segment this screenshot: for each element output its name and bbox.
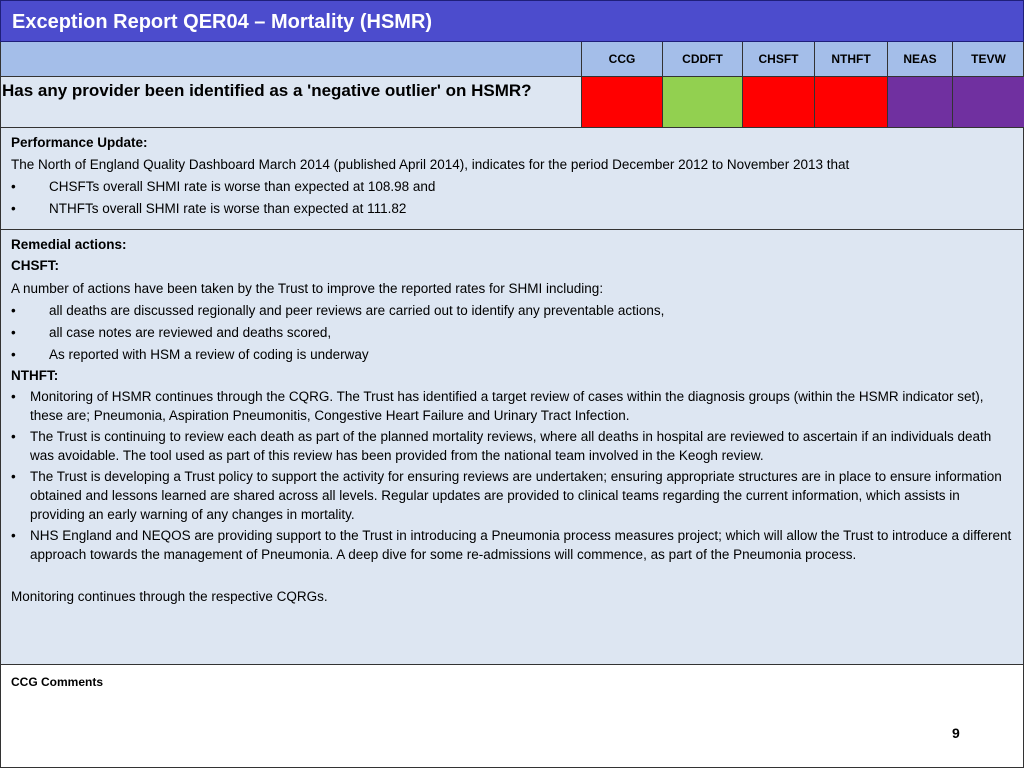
provider-header-row xyxy=(0,42,1024,77)
ccg-comments-section xyxy=(0,665,1024,768)
bullet-marker: • xyxy=(11,201,16,216)
bullet-marker: • xyxy=(11,389,16,404)
remedial-heading: Remedial actions: xyxy=(11,237,127,252)
bullet-marker: • xyxy=(11,469,16,484)
performance-intro: The North of England Quality Dashboard March 2014 (published April 2014), indicates for the period December 2012 to November 2013 that xyxy=(11,157,850,172)
column-header-cddft: CDDFT xyxy=(662,42,742,76)
status-cell-ccg xyxy=(581,77,662,127)
list-item xyxy=(11,345,1013,364)
nthft-bullet-text: The Trust is continuing to review each death as part of the planned mortality reviews, where all deaths in hospital are reviewed to ascertain if an individuals death was avoidable. The tool used as part of this review has been provided from the national team involved in the Keogh review. xyxy=(30,429,992,463)
performance-heading: Performance Update: xyxy=(11,135,148,150)
nthft-heading: NTHFT: xyxy=(11,368,59,383)
status-cell-chsft xyxy=(742,77,814,127)
nthft-bullet-text: NHS England and NEQOS are providing support to the Trust in introducing a Pneumonia process measures project; which will allow the Trust to introduce a different approach towards the management of Pneumonia. A deep dive for some re-admissions will commence, as part of the Pneumonia process. xyxy=(30,528,1012,562)
column-header-nthft: NTHFT xyxy=(814,42,887,76)
title-bar xyxy=(0,0,1024,42)
bullet-marker: • xyxy=(11,347,16,362)
list-item xyxy=(11,467,1013,524)
question-row xyxy=(0,77,1024,128)
column-header-chsft: CHSFT xyxy=(742,42,814,76)
remedial-closing: Monitoring continues through the respective CQRGs. xyxy=(11,589,328,604)
question-text: Has any provider been identified as a 'negative outlier' on HSMR? xyxy=(2,81,532,100)
chsft-bullet-text: all deaths are discussed regionally and peer reviews are carried out to identify any preventable actions, xyxy=(49,303,665,318)
performance-bullet-text: NTHFTs overall SHMI rate is worse than expected at 111.82 xyxy=(49,201,407,216)
bullet-marker: • xyxy=(11,528,16,543)
column-header-neas: NEAS xyxy=(887,42,952,76)
list-item xyxy=(11,323,1013,342)
status-cell-tevw xyxy=(952,77,1024,127)
bullet-marker: • xyxy=(11,325,16,340)
page-number: 9 xyxy=(952,725,960,741)
chsft-intro: A number of actions have been taken by the Trust to improve the reported rates for SHMI including: xyxy=(11,281,604,296)
bullet-marker: • xyxy=(11,303,16,318)
column-header-ccg: CCG xyxy=(581,42,662,76)
status-cell-neas xyxy=(887,77,952,127)
list-item xyxy=(11,301,1013,320)
column-header-tevw: TEVW xyxy=(952,42,1024,76)
list-item xyxy=(11,427,1013,465)
performance-bullet-text: CHSFTs overall SHMI rate is worse than expected at 108.98 and xyxy=(49,179,436,194)
chsft-heading: CHSFT: xyxy=(11,258,59,273)
status-cell-cddft xyxy=(662,77,742,127)
chsft-bullet-text: As reported with HSM a review of coding is underway xyxy=(49,347,369,362)
list-item xyxy=(11,526,1013,564)
performance-update-section xyxy=(0,128,1024,230)
remedial-actions-section xyxy=(0,230,1024,665)
nthft-bullet-text: The Trust is developing a Trust policy to support the activity for ensuring reviews are undertaken; ensuring appropriate structures are in place to ensure information obtained and lessons learned are shared across all levels. Regular updates are provided to clinical teams regarding the current information, which assists in providing an early warning of any changes in mortality. xyxy=(30,469,1002,522)
ccg-comments-heading: CCG Comments xyxy=(11,675,104,689)
list-item xyxy=(11,177,1013,196)
report-title: Exception Report QER04 – Mortality (HSMR) xyxy=(12,11,433,33)
status-cell-nthft xyxy=(814,77,887,127)
list-item xyxy=(11,199,1013,218)
bullet-marker: • xyxy=(11,429,16,444)
nthft-bullet-text: Monitoring of HSMR continues through the CQRG. The Trust has identified a target review of cases within the diagnosis groups (within the HSMR indicator set), these are; Pneumonia, Aspiration Pneumonitis, Congestive Heart Failure and Urinary Tract Infection. xyxy=(30,389,984,423)
chsft-bullet-text: all case notes are reviewed and deaths scored, xyxy=(49,325,332,340)
bullet-marker: • xyxy=(11,179,16,194)
list-item xyxy=(11,387,1013,425)
